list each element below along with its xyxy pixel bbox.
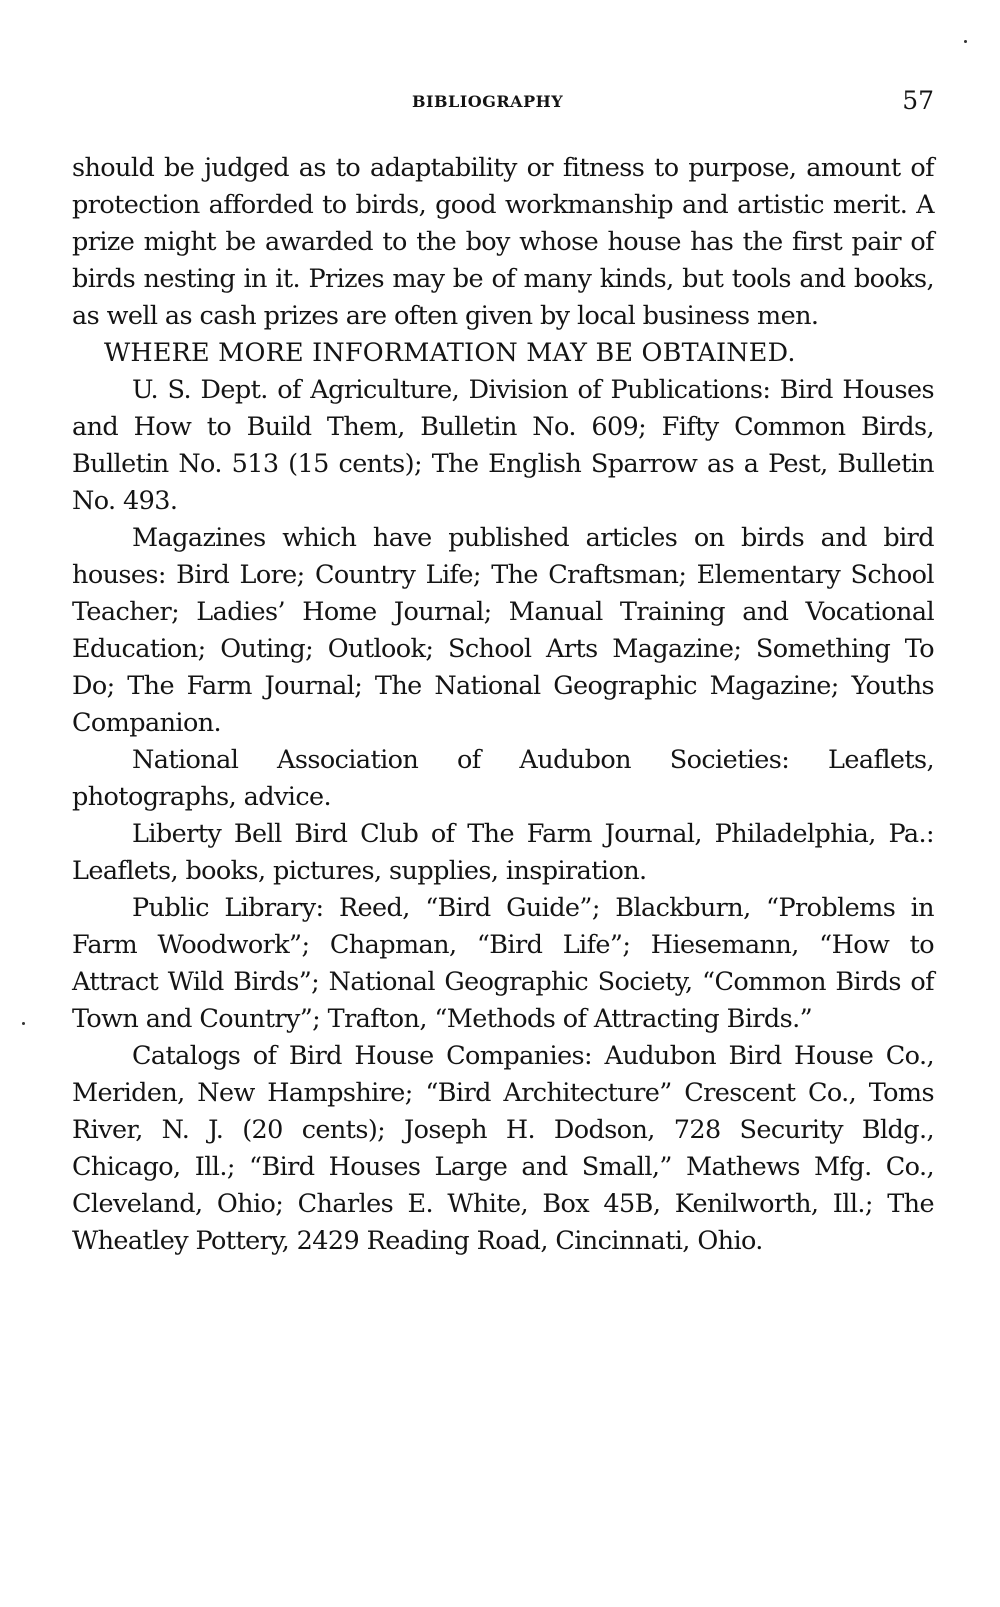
entry-public-library: Public Library: Reed, “Bird Guide”; Blackburn, “Problems in Farm Woodwork”; Chapman, “Bird Life”; Hiesemann, “How to Attract Wild Birds”; National Geographic Society, “Common Birds of Town and Country”; Trafton, “Methods of Attracting Birds.”	[72, 893, 934, 1034]
print-speck	[964, 40, 967, 43]
entry-audubon-societies: National Association of Audubon Societies: Leaflets, photographs, advice.	[72, 745, 934, 812]
book-page	[72, 0, 934, 1607]
entry-magazines: Magazines which have published articles on birds and bird houses: Bird Lore; Country Life; The Craftsman; Elementary School Teacher; Ladies’ Home Journal; Manual Training and Vocational Education; Outing; Outlook; School Arts Magazine; Something To Do; The Farm Journal; The National Geographic Magazine; Youths Companion.	[72, 523, 934, 738]
body-text	[72, 150, 934, 1260]
entry-usda: U. S. Dept. of Agriculture, Division of Publications: Bird Houses and How to Build Them, Bulletin No. 609; Fifty Common Birds, Bulletin No. 513 (15 cents); The English Sparrow as a Pest, Bulletin No. 493.	[72, 375, 934, 516]
running-title: BIBLIOGRAPHY	[412, 92, 564, 111]
print-speck	[22, 1022, 25, 1025]
running-header	[72, 86, 934, 118]
entry-liberty-bell-club: Liberty Bell Bird Club of The Farm Journal, Philadelphia, Pa.: Leaflets, books, pictures, supplies, inspiration.	[72, 819, 934, 886]
intro-paragraph: should be judged as to adaptability or fitness to purpose, amount of protection afforded to birds, good workmanship and artistic merit. A prize might be awarded to the boy whose house has the first pair of birds nesting in it. Prizes may be of many kinds, but tools and books, as well as cash prizes are often given by local business men.	[72, 153, 934, 331]
section-heading: WHERE MORE INFORMATION MAY BE OBTAINED.	[104, 338, 796, 368]
page-number: 57	[902, 86, 934, 115]
entry-catalogs: Catalogs of Bird House Companies: Audubon Bird House Co., Meriden, New Hampshire; “Bird Architecture” Crescent Co., Toms River, N. J. (20 cents); Joseph H. Dodson, 728 Security Bldg., Chicago, Ill.; “Bird Houses Large and Small,” Mathews Mfg. Co., Cleveland, Ohio; Charles E. White, Box 45B, Kenilworth, Ill.; The Wheatley Pottery, 2429 Reading Road, Cincinnati, Ohio.	[72, 1041, 934, 1256]
